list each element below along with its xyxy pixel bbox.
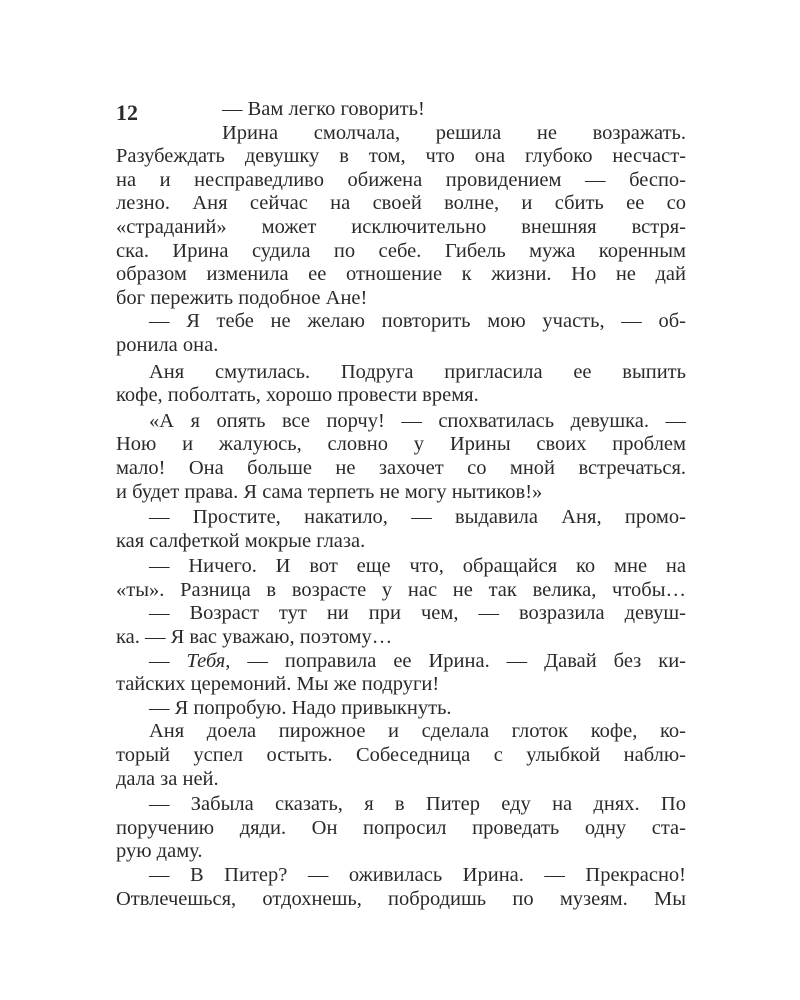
page-number: 12 [116, 100, 138, 125]
text-line: — Простите, накатило, — выдавила Аня, промо- [149, 506, 686, 529]
text-line: — Ничего. И вот еще что, обращайся ко мне на [149, 555, 686, 578]
text-line: — Я попробую. Надо привыкнуть. [149, 696, 452, 719]
text-line: — В Питер? — оживилась Ирина. — Прекрасно! [149, 864, 686, 886]
text-line: Отвлечешься, отдохнешь, побродишь по музеям. Мы [116, 887, 686, 910]
text-line: Разубеждать девушку в том, что она глубоко несчаст- [116, 145, 686, 168]
text-line: тайских церемоний. Мы же подруги! [116, 673, 440, 696]
text-line: кая салфеткой мокрые глаза. [116, 529, 366, 552]
text-fragment: — [149, 649, 187, 672]
text-fragment: — поправила ее Ирина. — Давай без ки- [230, 649, 686, 672]
text-line: «страданий» может исключительно внешняя встря- [116, 215, 686, 238]
text-line: — Я тебе не желаю повторить мою участь, — об- [149, 310, 686, 333]
text-line: — Вам легко говорить! [222, 98, 425, 120]
text-line: Аня смутилась. Подруга пригласила ее выпить [149, 360, 686, 383]
text-line: торый успел остыть. Собеседница с улыбкой наблю- [116, 744, 686, 767]
text-line: дала за ней. [116, 767, 219, 790]
text-line: образом изменила ее отношение к жизни. Но не дай [116, 263, 686, 286]
text-line: «ты». Разница в возрасте у нас не так велика, чтобы… [116, 578, 686, 601]
text-line: рую даму. [116, 840, 203, 863]
text-line: кофе, поболтать, хорошо провести время. [116, 384, 479, 407]
text-line: Ирина смолчала, решила не возражать. [222, 121, 686, 144]
text-line: на и несправедливо обижена провидением — беспо- [116, 168, 686, 191]
italic-word: Тебя, [186, 649, 231, 672]
text-line: мало! Она больше не захочет со мной встречаться. [116, 456, 686, 479]
text-line: — Забыла сказать, я в Питер еду на днях. По [149, 793, 686, 816]
text-line: ка. — Я вас уважаю, поэтому… [116, 626, 393, 649]
text-line: Ною и жалуюсь, словно у Ирины своих проблем [116, 433, 686, 456]
text-line: поручению дяди. Он попросил проведать одну ста- [116, 816, 686, 839]
text-line: лезно. Аня сейчас на своей волне, и сбить ее со [116, 192, 686, 215]
text-line: ска. Ирина судила по себе. Гибель мужа коренным [116, 239, 686, 262]
text-line: Аня доела пирожное и сделала глоток кофе, ко- [149, 720, 686, 743]
text-line: «А я опять все порчу! — спохватилась девушка. — [149, 409, 686, 432]
text-line: — Возраст тут ни при чем, — возразила девуш- [149, 602, 686, 625]
text-line: ронила она. [116, 333, 219, 356]
text-line: и будет права. Я сама терпеть не могу нытиков!» [116, 480, 543, 503]
text-line [116, 650, 686, 674]
book-text [116, 98, 686, 911]
text-line: бог пережить подобное Ане! [116, 286, 368, 309]
